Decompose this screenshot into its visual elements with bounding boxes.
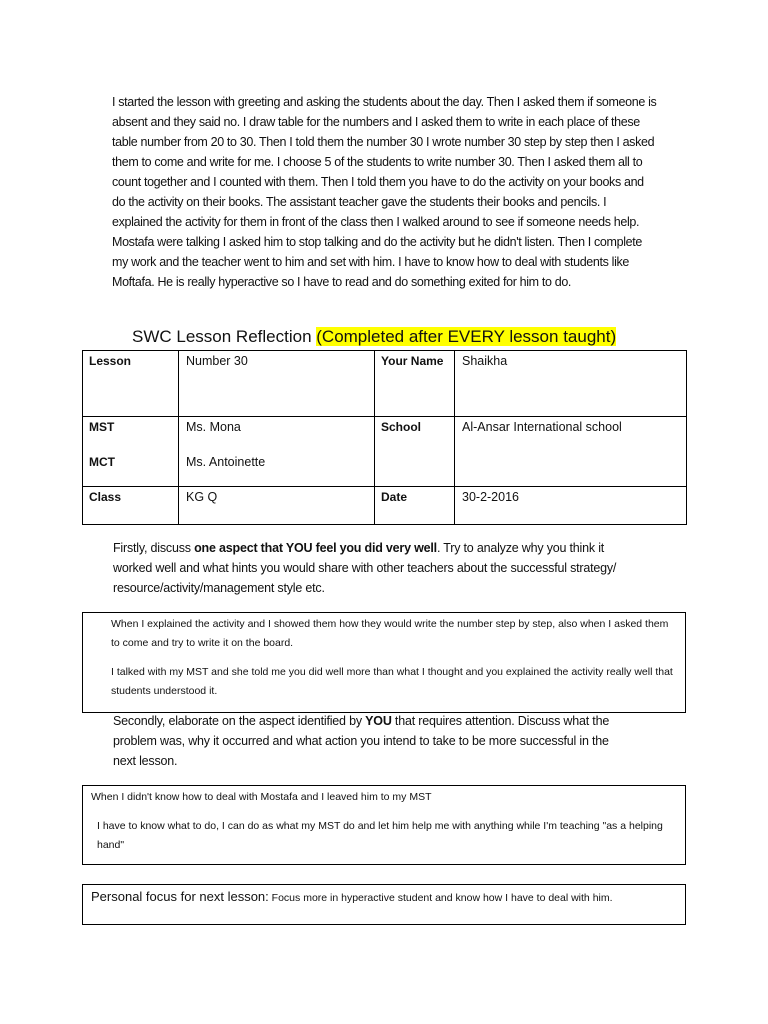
personal-focus-label: Personal focus for next lesson: [91,889,269,904]
class-label: Class [83,487,179,525]
table-row [83,487,687,525]
personal-focus-box [82,884,686,925]
answer-2-paragraph-1: When I didn't know how to deal with Mostafa and I leaved him to my MST [91,791,432,803]
date-label: Date [375,487,455,525]
lesson-value: Number 30 [179,351,375,417]
table-row [83,351,687,417]
mst-mct-value-cell [179,417,375,487]
title-highlight: (Completed after EVERY lesson taught) [316,327,617,346]
title-main: SWC Lesson Reflection [132,327,317,346]
mst-label: MST [89,420,115,434]
personal-focus-value: Focus more in hyperactive student and know how I have to deal with him. [268,892,613,904]
question-2-emphasis: YOU [365,714,392,728]
your-name-value: Shaikha [455,351,687,417]
question-2 [113,711,633,771]
answer-1-box [82,612,686,713]
answer-2-box [82,785,686,865]
table-row [83,417,687,487]
question-1-prefix: Firstly, discuss [113,541,195,555]
question-1 [113,538,643,598]
your-name-label: Your Name [375,351,455,417]
mct-label: MCT [89,455,115,469]
class-value: KG Q [179,487,375,525]
mst-value: Ms. Mona [186,420,241,434]
answer-1-paragraph-2: I talked with my MST and she told me you did well more than what I thought and you explained the activity really well that students understood it. [111,666,673,697]
mst-mct-label-cell [83,417,179,487]
question-1-suffix: . Try to analyze why you think it worked well and what hints you would share with other teachers about the successful strategy/ resource/activity/management style etc. [113,541,617,595]
answer-1-paragraph-1: When I explained the activity and I showed them how they would write the number step by step, also when I asked them to come and try to write it on the board. [111,618,669,649]
question-2-prefix: Secondly, elaborate on the aspect identified by [113,714,366,728]
date-value: 30-2-2016 [455,487,687,525]
question-1-emphasis: one aspect that YOU feel you did very well [194,541,437,555]
school-value: Al-Ansar International school [455,417,687,487]
page-title [132,327,616,347]
question-2-suffix: that requires attention. Discuss what the problem was, why it occurred and what action you intend to take to be more successful in the next lesson. [113,714,610,768]
mct-value: Ms. Antoinette [186,455,266,469]
intro-paragraph: I started the lesson with greeting and asking the students about the day. Then I asked them if someone is absent and they said no. I draw table for the numbers and I asked them to write in each place of these table number from 20 to 30. Then I told them the number 30 I wrote number 30 step by step then I asked them to come and write for me. I choose 5 of the students to write number 30. Then I asked them all to count together and I counted with them. Then I told them you have to do the activity on your books and do the activity on their books. The assistant teacher gave the students their books and pencils. I explained the activity for them in front of the class then I walked around to see if someone needs help. Mostafa were talking I asked him to stop talking and do the activity but he didn't listen. Then I complete my work and the teacher went to him and set with him. I have to know how to deal with students like Moftafa. He is really hyperactive so I have to read and do something exited for him to do. [112,95,657,289]
answer-2-paragraph-2: I have to know what to do, I can do as what my MST do and let him help me with anything while I'm teaching "as a helping hand" [97,820,663,851]
lesson-label: Lesson [83,351,179,417]
lesson-info-table [82,350,687,525]
school-label: School [375,417,455,487]
